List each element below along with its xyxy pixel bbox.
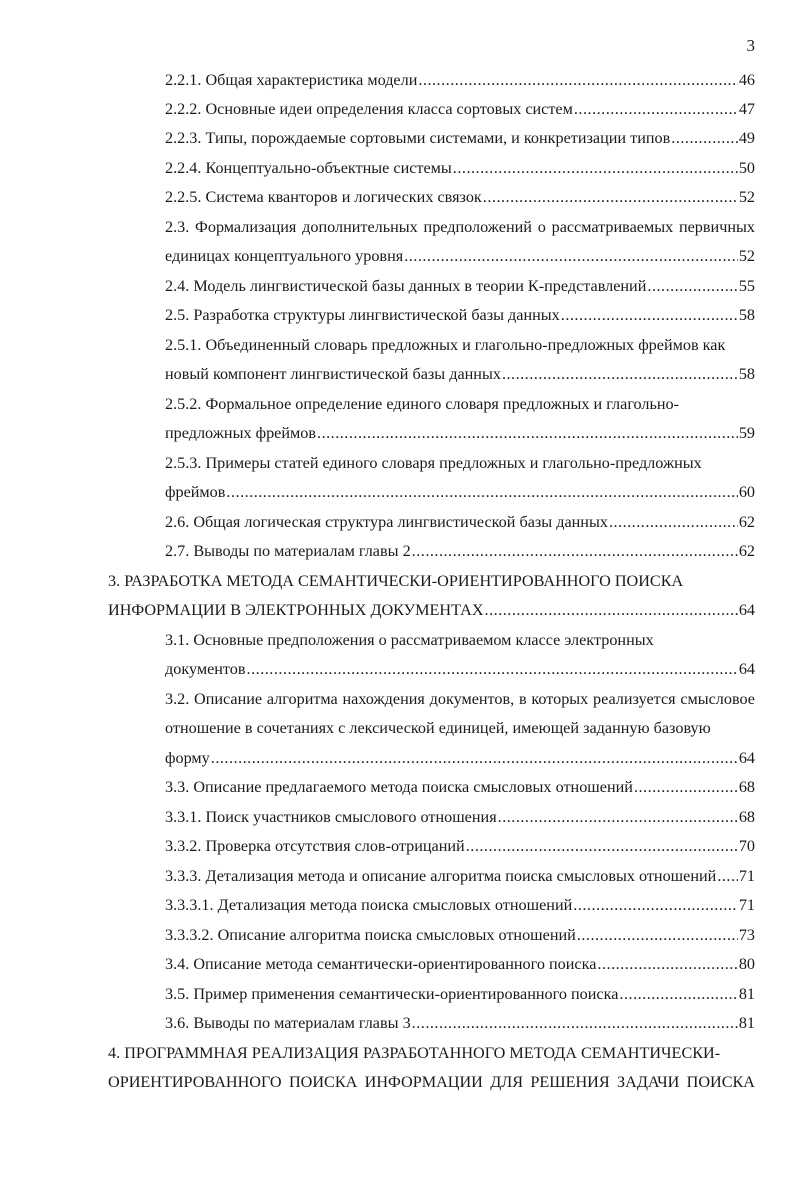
toc-entry-page: 73	[738, 926, 755, 944]
toc-leader-dots	[483, 185, 738, 209]
toc-entry-page: 52	[738, 247, 755, 265]
toc-entry-page: 64	[738, 601, 755, 619]
toc-entry-2-2-1[interactable]	[165, 68, 755, 92]
toc-leader-dots	[485, 598, 738, 622]
toc-leader-dots	[647, 274, 737, 298]
toc-entry-2-2-4[interactable]	[165, 156, 755, 180]
toc-entry-page: 68	[738, 778, 755, 796]
toc-entry-title: 2.6. Общая логическая структура лингвистической базы данных	[165, 513, 608, 531]
toc-entry-title: 2.2.5. Система кванторов и логических связок	[165, 188, 482, 206]
toc-leader-dots	[453, 156, 738, 180]
toc-entry-title: фреймов	[165, 483, 226, 501]
toc-entry-3-3-1[interactable]	[165, 805, 755, 829]
toc-entry-title: 2.2.3. Типы, порождаемые сортовыми системами, и конкретизации типов	[165, 129, 671, 147]
toc-entry-page: 52	[738, 188, 755, 206]
toc-entry-title: 2.2.1. Общая характеристика модели	[165, 71, 418, 89]
toc-entry-title: новый компонент лингвистической базы данных	[165, 365, 501, 383]
toc-entry-page: 60	[738, 483, 755, 501]
toc-entry-3-2-line2[interactable]: отношение в сочетаниях с лексической единицей, имеющей заданную базовую	[165, 719, 711, 737]
toc-entry-title: 2.5. Разработка структуры лингвистической базы данных	[165, 306, 560, 324]
toc-entry-2-2-2[interactable]	[165, 97, 755, 121]
toc-entry-page: 59	[738, 424, 755, 442]
toc-leader-dots	[226, 480, 737, 504]
toc-entry-3-2-line1[interactable]: 3.2. Описание алгоритма нахождения документов, в которых реализуется смысловое	[165, 690, 755, 708]
toc-entry-3-5[interactable]	[165, 982, 755, 1006]
toc-chapter-4-line1[interactable]: 4. ПРОГРАММНАЯ РЕАЛИЗАЦИЯ РАЗРАБОТАННОГО МЕТОДА СЕМАНТИЧЕСКИ-	[108, 1044, 721, 1062]
toc-entry-3-3-3-2[interactable]	[165, 923, 755, 947]
toc-entry-2-5[interactable]	[165, 303, 755, 327]
toc-entry-3-6[interactable]	[165, 1011, 755, 1035]
toc-entry-page: 62	[738, 542, 755, 560]
toc-entry-2-5-1-line1[interactable]: 2.5.1. Объединенный словарь предложных и глагольно-предложных фреймов как	[165, 336, 726, 354]
toc-entry-title: 2.7. Выводы по материалам главы 2	[165, 542, 411, 560]
toc-entry-title: 3.3.2. Проверка отсутствия слов-отрицаний	[165, 837, 465, 855]
page-number: 3	[746, 36, 755, 55]
toc-entry-title: документов	[165, 660, 246, 678]
toc-entry-title: единицах концептуального уровня	[165, 247, 404, 265]
toc-leader-dots	[597, 952, 737, 976]
toc-chapter-3[interactable]	[108, 598, 755, 622]
toc-leader-dots	[609, 510, 738, 534]
toc-entry-title: 3.3.3. Детализация метода и описание алгоритма поиска смысловых отношений	[165, 867, 717, 885]
toc-leader-dots	[418, 68, 737, 92]
toc-entry-3-2[interactable]	[165, 746, 755, 770]
toc-entry-title: 3.3. Описание предлагаемого метода поиска смысловых отношений	[165, 778, 633, 796]
toc-leader-dots	[247, 657, 738, 681]
toc-leader-dots	[574, 97, 738, 121]
toc-entry-2-3-line1[interactable]: 2.3. Формализация дополнительных предположений о рассматриваемых первичных	[165, 218, 755, 236]
toc-entry-2-2-5[interactable]	[165, 185, 755, 209]
toc-entry-page: 46	[738, 71, 755, 89]
toc-entry-title: форму	[165, 749, 210, 767]
toc-entry-2-5-3[interactable]	[165, 480, 755, 504]
toc-entry-2-5-3-line1[interactable]: 2.5.3. Примеры статей единого словаря предложных и глагольно-предложных	[165, 454, 702, 472]
toc-entry-2-5-2[interactable]	[165, 421, 755, 445]
toc-entry-title: 3.5. Пример применения семантически-ориентированного поиска	[165, 985, 619, 1003]
toc-entry-3-4[interactable]	[165, 952, 755, 976]
toc-entry-3-3[interactable]	[165, 775, 755, 799]
toc-chapter-4-line2[interactable]: ОРИЕНТИРОВАННОГО ПОИСКА ИНФОРМАЦИИ ДЛЯ РЕШЕНИЯ ЗАДАЧИ ПОИСКА	[108, 1073, 755, 1091]
toc-entry-page: 62	[738, 513, 755, 531]
toc-entry-title: 2.2.2. Основные идеи определения класса сортовых систем	[165, 100, 573, 118]
toc-entry-2-2-3[interactable]	[165, 126, 755, 150]
toc-leader-dots	[466, 834, 738, 858]
toc-entry-page: 49	[738, 129, 755, 147]
toc-entry-page: 64	[738, 749, 755, 767]
toc-entry-page: 80	[738, 955, 755, 973]
toc-entry-title: 3.4. Описание метода семантически-ориентированного поиска	[165, 955, 597, 973]
toc-entry-page: 81	[738, 1014, 755, 1032]
toc-leader-dots	[561, 303, 738, 327]
toc-leader-dots	[671, 126, 738, 150]
toc-entry-2-6[interactable]	[165, 510, 755, 534]
toc-entry-page: 64	[738, 660, 755, 678]
toc-entry-title: 3.6. Выводы по материалам главы 3	[165, 1014, 411, 1032]
toc-entry-title: 3.3.3.1. Детализация метода поиска смысловых отношений	[165, 896, 573, 914]
toc-leader-dots	[404, 244, 738, 268]
toc-entry-title: 3.3.1. Поиск участников смыслового отношения	[165, 808, 497, 826]
toc-entry-title: предложных фреймов	[165, 424, 317, 442]
toc-leader-dots	[717, 864, 737, 888]
toc-leader-dots	[573, 893, 738, 917]
toc-entry-3-3-3-1[interactable]	[165, 893, 755, 917]
toc-leader-dots	[498, 805, 738, 829]
toc-leader-dots	[412, 539, 738, 563]
toc-leader-dots	[502, 362, 738, 386]
toc-entry-3-3-2[interactable]	[165, 834, 755, 858]
toc-leader-dots	[412, 1011, 738, 1035]
toc-entry-page: 47	[738, 100, 755, 118]
toc-chapter-3-line1[interactable]: 3. РАЗРАБОТКА МЕТОДА СЕМАНТИЧЕСКИ-ОРИЕНТИРОВАННОГО ПОИСКА	[108, 572, 684, 590]
toc-leader-dots	[577, 923, 738, 947]
toc-entry-page: 70	[738, 837, 755, 855]
toc-entry-3-1[interactable]	[165, 657, 755, 681]
toc-entry-2-5-1[interactable]	[165, 362, 755, 386]
toc-entry-page: 68	[738, 808, 755, 826]
toc-entry-2-7[interactable]	[165, 539, 755, 563]
toc-entry-page: 55	[738, 277, 755, 295]
toc-entry-page: 71	[738, 896, 755, 914]
toc-entry-2-3[interactable]	[165, 244, 755, 268]
toc-entry-3-3-3[interactable]	[165, 864, 755, 888]
toc-entry-2-5-2-line1[interactable]: 2.5.2. Формальное определение единого словаря предложных и глагольно-	[165, 395, 680, 413]
toc-entry-title: 2.2.4. Концептуально-объектные системы	[165, 159, 452, 177]
toc-entry-page: 71	[738, 867, 755, 885]
toc-entry-title: 3.3.3.2. Описание алгоритма поиска смысловых отношений	[165, 926, 576, 944]
toc-entry-page: 58	[738, 306, 755, 324]
toc-entry-2-4[interactable]	[165, 274, 755, 298]
toc-entry-3-1-line1[interactable]: 3.1. Основные предположения о рассматриваемом классе электронных	[165, 631, 654, 649]
toc-entry-title: 2.4. Модель лингвистической базы данных в теории К-представлений	[165, 277, 647, 295]
toc-leader-dots	[317, 421, 738, 445]
toc-entry-page: 50	[738, 159, 755, 177]
toc-leader-dots	[619, 982, 737, 1006]
toc-entry-title: ИНФОРМАЦИИ В ЭЛЕКТРОННЫХ ДОКУМЕНТАХ	[108, 601, 484, 619]
toc-leader-dots	[211, 746, 738, 770]
toc-entry-page: 58	[738, 365, 755, 383]
toc-leader-dots	[634, 775, 738, 799]
toc-entry-page: 81	[738, 985, 755, 1003]
